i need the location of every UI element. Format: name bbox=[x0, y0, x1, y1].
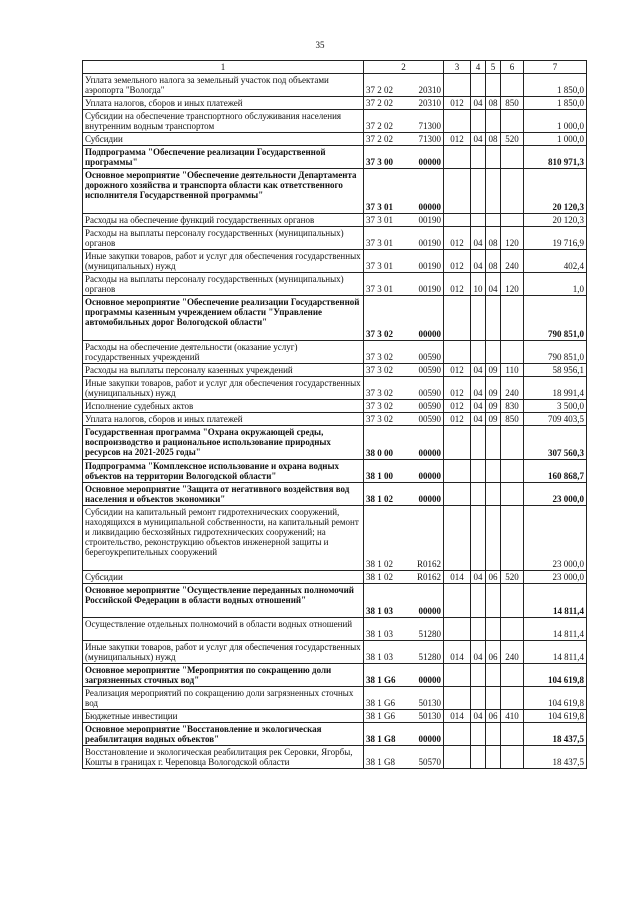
cell-direction-code: 50130 bbox=[407, 710, 444, 723]
cell-amount: 18 437,5 bbox=[524, 723, 587, 746]
page-number: 35 bbox=[315, 40, 325, 50]
cell-subsection-code: 09 bbox=[486, 400, 501, 413]
cell-amount: 58 956,1 bbox=[524, 364, 587, 377]
cell-section-code: 04 bbox=[471, 250, 486, 273]
header-col-2: 2 bbox=[364, 61, 444, 74]
cell-dept-code bbox=[444, 746, 471, 769]
cell-target-code: 37 2 02 bbox=[364, 97, 407, 110]
cell-section-code: 04 bbox=[471, 227, 486, 250]
cell-direction-code: 00000 bbox=[407, 296, 444, 341]
cell-amount: 20 120,3 bbox=[524, 214, 587, 227]
cell-subsection-code bbox=[486, 426, 501, 460]
cell-subsection-code bbox=[486, 618, 501, 641]
cell-target-code: 37 3 02 bbox=[364, 341, 407, 364]
cell-dept-code: 012 bbox=[444, 377, 471, 400]
cell-item-name: Подпрограмма "Комплексное использование и охрана водных объектов на территории Вологодской области" bbox=[83, 460, 364, 483]
table-row bbox=[83, 364, 587, 377]
cell-target-code: 37 3 02 bbox=[364, 400, 407, 413]
cell-amount: 18 437,5 bbox=[524, 746, 587, 769]
cell-section-code bbox=[471, 687, 486, 710]
cell-amount: 23 000,0 bbox=[524, 506, 587, 571]
cell-expense-type-code: 410 bbox=[501, 710, 524, 723]
cell-dept-code bbox=[444, 296, 471, 341]
table-row bbox=[83, 571, 587, 584]
cell-dept-code: 012 bbox=[444, 97, 471, 110]
cell-item-name: Иные закупки товаров, работ и услуг для обеспечения государственных (муниципальных) нужд bbox=[83, 377, 364, 400]
cell-section-code bbox=[471, 169, 486, 214]
cell-section-code: 04 bbox=[471, 413, 486, 426]
cell-subsection-code: 06 bbox=[486, 710, 501, 723]
cell-item-name: Субсидии на капитальный ремонт гидротехнических сооружений, находящихся в муниципальной собственности, на капитальный ремонт и ликвидацию бесхозяйных гидротехнических сооружений; на строительство, реконструкцию объектов инженерной защиты и берегоукрепительных сооружений bbox=[83, 506, 364, 571]
cell-section-code: 04 bbox=[471, 377, 486, 400]
cell-expense-type-code: 850 bbox=[501, 413, 524, 426]
cell-expense-type-code bbox=[501, 426, 524, 460]
cell-expense-type-code bbox=[501, 296, 524, 341]
cell-dept-code bbox=[444, 74, 471, 97]
cell-dept-code bbox=[444, 723, 471, 746]
cell-item-name: Расходы на выплаты персоналу казенных учреждений bbox=[83, 364, 364, 377]
cell-target-code: 38 1 02 bbox=[364, 571, 407, 584]
table-row bbox=[83, 687, 587, 710]
cell-item-name: Осуществление отдельных полномочий в области водных отношений bbox=[83, 618, 364, 641]
cell-amount: 160 868,7 bbox=[524, 460, 587, 483]
cell-section-code bbox=[471, 723, 486, 746]
cell-dept-code: 012 bbox=[444, 400, 471, 413]
cell-direction-code: 00190 bbox=[407, 227, 444, 250]
cell-section-code bbox=[471, 584, 486, 618]
cell-dept-code bbox=[444, 584, 471, 618]
cell-item-name: Уплата налогов, сборов и иных платежей bbox=[83, 413, 364, 426]
cell-subsection-code: 08 bbox=[486, 97, 501, 110]
table-row bbox=[83, 341, 587, 364]
cell-amount: 19 716,9 bbox=[524, 227, 587, 250]
cell-target-code: 38 1 00 bbox=[364, 460, 407, 483]
cell-expense-type-code: 120 bbox=[501, 227, 524, 250]
cell-item-name: Основное мероприятие "Защита от негативного воздействия вод населения и объектов экономики" bbox=[83, 483, 364, 506]
cell-subsection-code bbox=[486, 110, 501, 133]
cell-expense-type-code: 120 bbox=[501, 273, 524, 296]
table-row bbox=[83, 618, 587, 641]
cell-subsection-code: 09 bbox=[486, 364, 501, 377]
cell-dept-code bbox=[444, 460, 471, 483]
cell-target-code: 37 3 01 bbox=[364, 169, 407, 214]
cell-direction-code: 00000 bbox=[407, 483, 444, 506]
cell-target-code: 37 3 00 bbox=[364, 146, 407, 169]
cell-item-name: Восстановление и экологическая реабилитация рек Серовки, Ягорбы, Кошты в границах г. Череповца Вологодской области bbox=[83, 746, 364, 769]
cell-amount: 790 851,0 bbox=[524, 296, 587, 341]
cell-amount: 1 850,0 bbox=[524, 74, 587, 97]
cell-item-name: Субсидии на обеспечение транспортного обслуживания населения внутренним водным транспортом bbox=[83, 110, 364, 133]
cell-direction-code: 00000 bbox=[407, 426, 444, 460]
cell-section-code bbox=[471, 426, 486, 460]
cell-subsection-code bbox=[486, 341, 501, 364]
table-row bbox=[83, 746, 587, 769]
cell-item-name: Иные закупки товаров, работ и услуг для обеспечения государственных (муниципальных) нужд bbox=[83, 641, 364, 664]
cell-target-code: 38 1 02 bbox=[364, 506, 407, 571]
cell-section-code: 10 bbox=[471, 273, 486, 296]
table-row bbox=[83, 641, 587, 664]
cell-section-code: 04 bbox=[471, 641, 486, 664]
cell-amount: 18 991,4 bbox=[524, 377, 587, 400]
cell-subsection-code bbox=[486, 169, 501, 214]
table-row bbox=[83, 377, 587, 400]
table-row bbox=[83, 584, 587, 618]
cell-item-name: Основное мероприятие "Обеспечение деятельности Департамента дорожного хозяйства и транспорта области как ответственного исполнителя Государственной программы" bbox=[83, 169, 364, 214]
cell-section-code bbox=[471, 296, 486, 341]
cell-dept-code bbox=[444, 483, 471, 506]
table-row bbox=[83, 506, 587, 571]
cell-section-code bbox=[471, 214, 486, 227]
cell-target-code: 37 3 02 bbox=[364, 377, 407, 400]
cell-section-code bbox=[471, 460, 486, 483]
cell-dept-code bbox=[444, 687, 471, 710]
cell-amount: 1 000,0 bbox=[524, 110, 587, 133]
cell-expense-type-code bbox=[501, 341, 524, 364]
table-row bbox=[83, 664, 587, 687]
cell-direction-code: 00190 bbox=[407, 273, 444, 296]
cell-amount: 1 850,0 bbox=[524, 97, 587, 110]
header-col-3: 3 bbox=[444, 61, 471, 74]
cell-section-code bbox=[471, 110, 486, 133]
cell-subsection-code bbox=[486, 687, 501, 710]
cell-section-code: 04 bbox=[471, 710, 486, 723]
cell-target-code: 37 2 02 bbox=[364, 110, 407, 133]
cell-subsection-code bbox=[486, 296, 501, 341]
cell-direction-code: 50570 bbox=[407, 746, 444, 769]
cell-direction-code: 71300 bbox=[407, 133, 444, 146]
cell-dept-code: 012 bbox=[444, 273, 471, 296]
cell-item-name: Государственная программа "Охрана окружающей среды, воспроизводство и рациональное использование природных ресурсов на 2021-2025 годы" bbox=[83, 426, 364, 460]
cell-target-code: 38 1 02 bbox=[364, 483, 407, 506]
cell-item-name: Расходы на обеспечение функций государственных органов bbox=[83, 214, 364, 227]
cell-item-name: Бюджетные инвестиции bbox=[83, 710, 364, 723]
cell-section-code bbox=[471, 618, 486, 641]
cell-item-name: Расходы на выплаты персоналу государственных (муниципальных) органов bbox=[83, 227, 364, 250]
cell-expense-type-code bbox=[501, 687, 524, 710]
budget-table bbox=[82, 60, 587, 769]
cell-dept-code bbox=[444, 146, 471, 169]
cell-dept-code: 012 bbox=[444, 250, 471, 273]
cell-subsection-code: 08 bbox=[486, 227, 501, 250]
cell-section-code bbox=[471, 664, 486, 687]
cell-expense-type-code: 830 bbox=[501, 400, 524, 413]
cell-target-code: 38 0 00 bbox=[364, 426, 407, 460]
cell-section-code: 04 bbox=[471, 364, 486, 377]
cell-target-code: 38 1 G6 bbox=[364, 664, 407, 687]
cell-amount: 20 120,3 bbox=[524, 169, 587, 214]
cell-dept-code bbox=[444, 664, 471, 687]
table-row bbox=[83, 483, 587, 506]
cell-expense-type-code bbox=[501, 146, 524, 169]
cell-direction-code: 00190 bbox=[407, 214, 444, 227]
table-row bbox=[83, 74, 587, 97]
cell-item-name: Субсидии bbox=[83, 133, 364, 146]
cell-subsection-code bbox=[486, 506, 501, 571]
cell-item-name: Основное мероприятие "Осуществление переданных полномочий Российской Федерации в области водных отношений" bbox=[83, 584, 364, 618]
cell-expense-type-code: 240 bbox=[501, 377, 524, 400]
cell-expense-type-code bbox=[501, 169, 524, 214]
cell-item-name: Основное мероприятие "Мероприятия по сокращению доли загрязненных сточных вод" bbox=[83, 664, 364, 687]
cell-section-code bbox=[471, 146, 486, 169]
cell-dept-code: 012 bbox=[444, 413, 471, 426]
cell-direction-code: 00000 bbox=[407, 460, 444, 483]
table-row bbox=[83, 413, 587, 426]
cell-subsection-code: 04 bbox=[486, 273, 501, 296]
cell-amount: 23 000,0 bbox=[524, 571, 587, 584]
cell-subsection-code bbox=[486, 746, 501, 769]
cell-item-name: Субсидии bbox=[83, 571, 364, 584]
cell-subsection-code: 09 bbox=[486, 413, 501, 426]
table-row bbox=[83, 133, 587, 146]
cell-item-name: Расходы на обеспечение деятельности (оказание услуг) государственных учреждений bbox=[83, 341, 364, 364]
cell-target-code: 37 2 02 bbox=[364, 74, 407, 97]
cell-direction-code: 71300 bbox=[407, 110, 444, 133]
cell-direction-code: 20310 bbox=[407, 97, 444, 110]
cell-subsection-code: 06 bbox=[486, 571, 501, 584]
cell-dept-code: 012 bbox=[444, 227, 471, 250]
cell-direction-code: 00590 bbox=[407, 413, 444, 426]
cell-amount: 14 811,4 bbox=[524, 584, 587, 618]
cell-dept-code: 014 bbox=[444, 571, 471, 584]
cell-subsection-code bbox=[486, 483, 501, 506]
table-row bbox=[83, 110, 587, 133]
cell-dept-code bbox=[444, 341, 471, 364]
table-row bbox=[83, 723, 587, 746]
cell-subsection-code bbox=[486, 146, 501, 169]
cell-item-name: Расходы на выплаты персоналу государственных (муниципальных) органов bbox=[83, 273, 364, 296]
cell-direction-code: 00000 bbox=[407, 723, 444, 746]
cell-item-name: Уплата земельного налога за земельный участок под объектами аэропорта "Вологда" bbox=[83, 74, 364, 97]
cell-expense-type-code bbox=[501, 483, 524, 506]
cell-dept-code bbox=[444, 110, 471, 133]
cell-amount: 3 500,0 bbox=[524, 400, 587, 413]
table-row bbox=[83, 227, 587, 250]
table-row bbox=[83, 400, 587, 413]
cell-amount: 307 560,3 bbox=[524, 426, 587, 460]
cell-amount: 14 811,4 bbox=[524, 618, 587, 641]
cell-subsection-code bbox=[486, 74, 501, 97]
cell-direction-code: 00590 bbox=[407, 341, 444, 364]
table-row bbox=[83, 250, 587, 273]
cell-amount: 1,0 bbox=[524, 273, 587, 296]
cell-amount: 104 619,8 bbox=[524, 687, 587, 710]
cell-direction-code: R0162 bbox=[407, 571, 444, 584]
cell-amount: 790 851,0 bbox=[524, 341, 587, 364]
cell-dept-code bbox=[444, 618, 471, 641]
cell-amount: 14 811,4 bbox=[524, 641, 587, 664]
cell-item-name: Основное мероприятие "Обеспечение реализации Государственной программы казенным учреждением области "Управление автомобильных дорог Вологодской области" bbox=[83, 296, 364, 341]
cell-direction-code: 00000 bbox=[407, 584, 444, 618]
cell-dept-code: 014 bbox=[444, 641, 471, 664]
cell-subsection-code bbox=[486, 214, 501, 227]
cell-direction-code: 51280 bbox=[407, 618, 444, 641]
cell-target-code: 38 1 03 bbox=[364, 641, 407, 664]
cell-direction-code: 00590 bbox=[407, 377, 444, 400]
cell-item-name: Основное мероприятие "Восстановление и экологическая реабилитация водных объектов" bbox=[83, 723, 364, 746]
cell-target-code: 38 1 03 bbox=[364, 584, 407, 618]
cell-expense-type-code: 240 bbox=[501, 641, 524, 664]
cell-target-code: 37 3 01 bbox=[364, 273, 407, 296]
header-col-4: 4 bbox=[471, 61, 486, 74]
cell-subsection-code bbox=[486, 664, 501, 687]
table-row bbox=[83, 146, 587, 169]
cell-section-code bbox=[471, 746, 486, 769]
cell-section-code: 04 bbox=[471, 97, 486, 110]
cell-direction-code: 00000 bbox=[407, 169, 444, 214]
cell-expense-type-code bbox=[501, 506, 524, 571]
cell-section-code: 04 bbox=[471, 133, 486, 146]
cell-subsection-code bbox=[486, 584, 501, 618]
header-col-6: 6 bbox=[501, 61, 524, 74]
cell-target-code: 38 1 G6 bbox=[364, 710, 407, 723]
cell-section-code: 04 bbox=[471, 400, 486, 413]
cell-expense-type-code: 240 bbox=[501, 250, 524, 273]
cell-expense-type-code bbox=[501, 746, 524, 769]
cell-section-code: 04 bbox=[471, 571, 486, 584]
cell-amount: 810 971,3 bbox=[524, 146, 587, 169]
cell-subsection-code: 08 bbox=[486, 250, 501, 273]
cell-item-name: Подпрограмма "Обеспечение реализации Государственной программы" bbox=[83, 146, 364, 169]
cell-expense-type-code bbox=[501, 74, 524, 97]
cell-subsection-code bbox=[486, 460, 501, 483]
cell-item-name: Иные закупки товаров, работ и услуг для обеспечения государственных (муниципальных) нужд bbox=[83, 250, 364, 273]
header-col-1: 1 bbox=[83, 61, 364, 74]
cell-item-name: Реализация мероприятий по сокращению доли загрязненных сточных вод bbox=[83, 687, 364, 710]
table-row bbox=[83, 296, 587, 341]
cell-expense-type-code bbox=[501, 664, 524, 687]
header-col-7: 7 bbox=[524, 61, 587, 74]
cell-target-code: 37 3 01 bbox=[364, 214, 407, 227]
cell-expense-type-code: 520 bbox=[501, 571, 524, 584]
cell-dept-code bbox=[444, 214, 471, 227]
cell-target-code: 38 1 03 bbox=[364, 618, 407, 641]
cell-section-code bbox=[471, 483, 486, 506]
cell-item-name: Исполнение судебных актов bbox=[83, 400, 364, 413]
table-row bbox=[83, 273, 587, 296]
cell-direction-code: 00000 bbox=[407, 664, 444, 687]
table-row bbox=[83, 214, 587, 227]
cell-expense-type-code bbox=[501, 723, 524, 746]
table-row bbox=[83, 97, 587, 110]
cell-dept-code: 012 bbox=[444, 364, 471, 377]
cell-amount: 402,4 bbox=[524, 250, 587, 273]
cell-subsection-code: 09 bbox=[486, 377, 501, 400]
cell-dept-code bbox=[444, 169, 471, 214]
cell-dept-code: 012 bbox=[444, 133, 471, 146]
cell-direction-code: 20310 bbox=[407, 74, 444, 97]
cell-expense-type-code: 850 bbox=[501, 97, 524, 110]
cell-target-code: 38 1 G8 bbox=[364, 723, 407, 746]
cell-direction-code: 00190 bbox=[407, 250, 444, 273]
cell-amount: 1 000,0 bbox=[524, 133, 587, 146]
cell-expense-type-code bbox=[501, 214, 524, 227]
cell-target-code: 37 3 02 bbox=[364, 364, 407, 377]
header-col-5: 5 bbox=[486, 61, 501, 74]
cell-amount: 709 403,5 bbox=[524, 413, 587, 426]
table-body bbox=[83, 61, 587, 769]
cell-section-code bbox=[471, 506, 486, 571]
cell-expense-type-code: 520 bbox=[501, 133, 524, 146]
cell-target-code: 38 1 G8 bbox=[364, 746, 407, 769]
cell-section-code bbox=[471, 74, 486, 97]
cell-expense-type-code bbox=[501, 618, 524, 641]
table-row bbox=[83, 169, 587, 214]
cell-expense-type-code bbox=[501, 110, 524, 133]
cell-target-code: 37 3 01 bbox=[364, 227, 407, 250]
cell-subsection-code bbox=[486, 723, 501, 746]
table-row bbox=[83, 426, 587, 460]
cell-target-code: 37 3 02 bbox=[364, 413, 407, 426]
cell-target-code: 38 1 G6 bbox=[364, 687, 407, 710]
cell-target-code: 37 3 02 bbox=[364, 296, 407, 341]
cell-direction-code: 51280 bbox=[407, 641, 444, 664]
cell-direction-code: 50130 bbox=[407, 687, 444, 710]
cell-dept-code bbox=[444, 506, 471, 571]
cell-direction-code: 00590 bbox=[407, 400, 444, 413]
cell-direction-code: R0162 bbox=[407, 506, 444, 571]
cell-expense-type-code bbox=[501, 584, 524, 618]
cell-amount: 104 619,8 bbox=[524, 664, 587, 687]
cell-dept-code: 014 bbox=[444, 710, 471, 723]
table-row bbox=[83, 460, 587, 483]
cell-item-name: Уплата налогов, сборов и иных платежей bbox=[83, 97, 364, 110]
cell-dept-code bbox=[444, 426, 471, 460]
cell-direction-code: 00000 bbox=[407, 146, 444, 169]
cell-target-code: 37 3 01 bbox=[364, 250, 407, 273]
cell-subsection-code: 06 bbox=[486, 641, 501, 664]
cell-expense-type-code: 110 bbox=[501, 364, 524, 377]
cell-amount: 23 000,0 bbox=[524, 483, 587, 506]
table-row bbox=[83, 710, 587, 723]
cell-amount: 104 619,8 bbox=[524, 710, 587, 723]
cell-subsection-code: 08 bbox=[486, 133, 501, 146]
cell-section-code bbox=[471, 341, 486, 364]
table-header-row bbox=[83, 61, 587, 74]
cell-expense-type-code bbox=[501, 460, 524, 483]
cell-direction-code: 00590 bbox=[407, 364, 444, 377]
cell-target-code: 37 2 02 bbox=[364, 133, 407, 146]
